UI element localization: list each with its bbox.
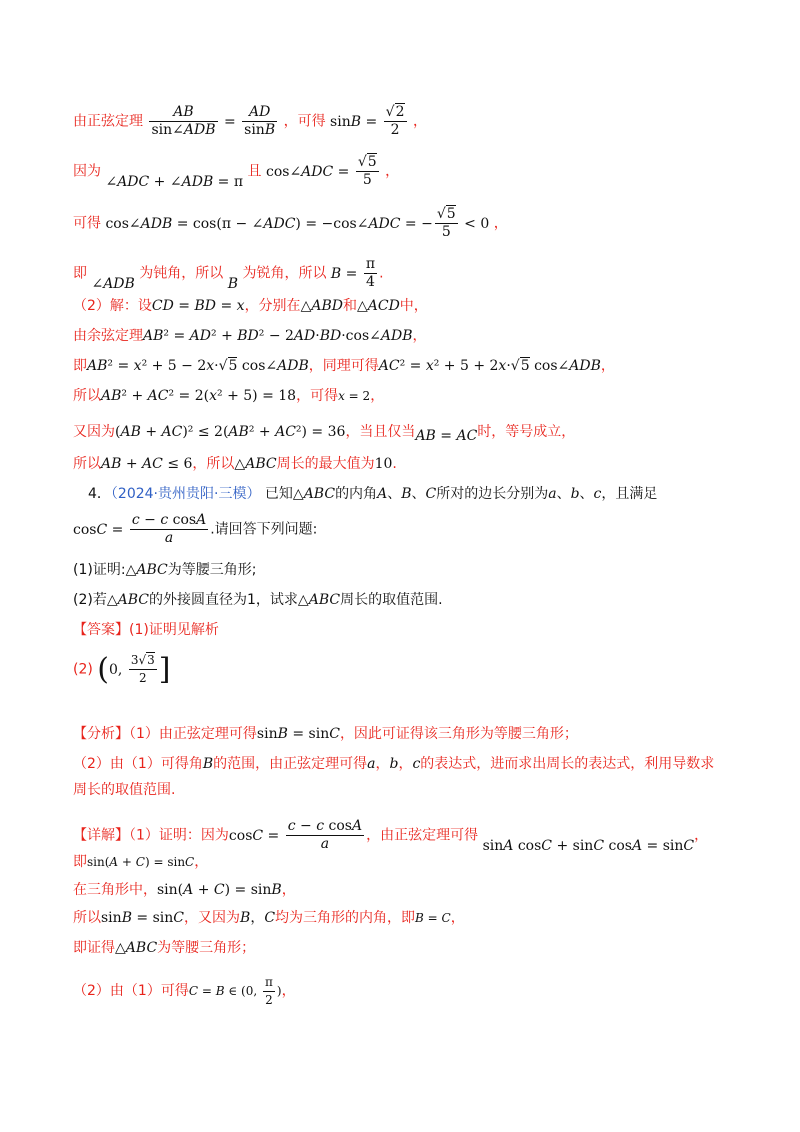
text: . bbox=[379, 265, 384, 282]
problem-source: （2024·贵州贵阳·三模） bbox=[110, 486, 261, 502]
text: 已知 bbox=[264, 486, 293, 502]
text: .请回答下列问题: bbox=[210, 521, 318, 538]
text: 为钝角，所以 bbox=[139, 265, 224, 282]
problem-4-q1 bbox=[73, 560, 256, 580]
formula-c: c bbox=[412, 756, 421, 772]
formula-AB2: AB² = AD² + BD² − 2AD·BD·cos∠ADB bbox=[143, 328, 413, 344]
text: 由正弦定理 bbox=[73, 113, 143, 130]
text: 所以 bbox=[73, 456, 101, 472]
formula-angle-sum: ∠ADC + ∠ADB = π bbox=[105, 173, 244, 190]
line-obtuse bbox=[73, 256, 384, 291]
text: ， bbox=[385, 163, 400, 180]
text: . bbox=[392, 456, 397, 472]
line-cosine-law bbox=[73, 326, 427, 346]
text: (2)若 bbox=[73, 592, 107, 608]
text: 即证得 bbox=[73, 940, 115, 956]
formula-triangle: △ABC bbox=[115, 940, 158, 956]
text: ， bbox=[194, 854, 209, 870]
text: ， bbox=[493, 215, 508, 232]
text: ， bbox=[600, 358, 615, 374]
text: 即 bbox=[73, 854, 87, 870]
line-max-perimeter bbox=[73, 454, 397, 474]
text: 由余弦定理 bbox=[73, 328, 143, 344]
detail-line-3 bbox=[73, 880, 296, 900]
formula-triangle: △ABC bbox=[125, 562, 168, 578]
text: ，所以 bbox=[192, 456, 235, 472]
detail-line-5 bbox=[73, 938, 255, 958]
text: (1)证明: bbox=[73, 562, 126, 578]
formula-range: (0, $\frac{3√3}{2}$ ] bbox=[97, 651, 171, 687]
text: ，由正弦定理可得 bbox=[366, 827, 479, 844]
answer-label: 【答案】 bbox=[73, 622, 129, 638]
formula-B-eq-C: B = C bbox=[415, 911, 451, 925]
formula-AB2-x: AB² = x² + 5 − 2x·√5 cos∠ADB bbox=[87, 358, 309, 374]
text: 又因为 bbox=[73, 424, 115, 440]
text: ， bbox=[375, 756, 390, 772]
formula-sum-squares: AB² + AC² = 2(x² + 5) = 18 bbox=[101, 388, 297, 404]
formula-angleADB: ∠ADB bbox=[91, 275, 135, 292]
text: 所对的边长分别为 bbox=[436, 486, 549, 502]
formula-sine-identity: sinA cosC + sinC cosA = sinC bbox=[482, 837, 695, 854]
line-sine-law bbox=[73, 104, 427, 139]
formula-sides: a、b、c bbox=[548, 486, 602, 502]
formula-sinAC-B: sin(A + C) = sinB bbox=[157, 882, 282, 898]
detail-line-2 bbox=[73, 852, 208, 872]
formula-x2: x = 2 bbox=[338, 389, 371, 403]
formula-BC: B，C bbox=[240, 910, 276, 926]
text: (2) bbox=[73, 661, 93, 678]
text: 时，等号成立， bbox=[477, 424, 576, 440]
formula-sinB-sinC: sinB = sinC bbox=[256, 726, 340, 742]
line-because bbox=[73, 154, 399, 189]
text: 为等腰三角形; bbox=[167, 562, 257, 578]
text: 均为三角形的内角，即 bbox=[275, 910, 416, 926]
formula-10: 10 bbox=[374, 456, 393, 472]
formula-sinAC: sin(A + C) = sinC bbox=[87, 855, 195, 869]
formula-B: B bbox=[202, 756, 214, 772]
text: 所以 bbox=[73, 388, 101, 404]
formula-ABD: △ABD bbox=[300, 298, 343, 314]
line-inequality bbox=[73, 422, 575, 442]
line-cosADB bbox=[73, 206, 508, 241]
formula-cosADC: cos∠ADC = $\frac{√5}{5}$ bbox=[265, 154, 377, 188]
formula-sine-law: $\frac{AB}{\text{sin∠ADB}}$ = $\frac{AD}{\sin B}$ bbox=[151, 104, 276, 138]
text: ，可得 bbox=[296, 388, 339, 404]
formula-cosC: cosC = $\frac{\text{c − c cosA}}{a}$ bbox=[73, 512, 207, 546]
formula-AC2-x: AC² = x² + 5 + 2x·√5 cos∠ADB bbox=[378, 358, 601, 374]
text: （2）解：设 bbox=[73, 298, 152, 314]
problem-4-q2 bbox=[73, 590, 443, 610]
text: ， bbox=[370, 388, 385, 404]
text: 的表达式，进而求出周长的表达式，利用导数求 bbox=[420, 756, 715, 772]
analysis-line-1 bbox=[73, 724, 578, 744]
formula-triangle: △ABC bbox=[292, 486, 336, 502]
text: 可得 bbox=[73, 215, 101, 232]
problem-4-condition bbox=[73, 512, 317, 547]
text: ， bbox=[412, 113, 427, 130]
line-part2 bbox=[73, 296, 428, 316]
answer-line-1 bbox=[73, 620, 219, 640]
text: 的范围，由正弦定理可得 bbox=[213, 756, 368, 772]
formula-inequality: (AB + AC)² ≤ 2(AB² + AC²) = 36 bbox=[115, 424, 346, 440]
problem-number: 4． bbox=[88, 486, 111, 502]
formula-B-pi4: B = $\frac{\pi}{4}$ bbox=[330, 256, 376, 290]
analysis-line-2 bbox=[73, 754, 714, 774]
text: 为锐角，所以 bbox=[242, 265, 327, 282]
text: ，当且仅当 bbox=[345, 424, 416, 440]
text: ，分别在 bbox=[244, 298, 301, 314]
text: ，同理可得 bbox=[308, 358, 379, 374]
text: （1）证明：因为 bbox=[129, 827, 229, 844]
text: 周长的取值范围. bbox=[340, 592, 443, 608]
formula-angles: A、B、C bbox=[377, 486, 437, 502]
formula-B: B bbox=[227, 275, 239, 292]
formula-le6: AB + AC ≤ 6 bbox=[101, 456, 193, 472]
text: 所以 bbox=[73, 910, 101, 926]
detail-label: 【详解】 bbox=[73, 827, 129, 844]
formula-ACD: △ACD bbox=[356, 298, 400, 314]
line-sum-squares bbox=[73, 386, 384, 406]
formula-triangle: △ABC bbox=[106, 592, 149, 608]
text: 即 bbox=[73, 358, 87, 374]
text: 在三角形中， bbox=[73, 882, 157, 898]
text: 因为 bbox=[73, 163, 101, 180]
formula-sinB-sinC: sinB = sinC bbox=[101, 910, 185, 926]
detail-line-1 bbox=[73, 818, 708, 853]
text: ， bbox=[281, 882, 296, 898]
text: ，且满足 bbox=[601, 486, 658, 502]
problem-4-stem bbox=[88, 484, 657, 504]
text: 即 bbox=[73, 265, 87, 282]
text: ， bbox=[450, 910, 465, 926]
text: 周长的最大值为 bbox=[276, 456, 375, 472]
formula-CD: CD = BD = x bbox=[151, 298, 245, 314]
formula-b: b bbox=[389, 756, 399, 772]
text: 的内角 bbox=[335, 486, 378, 502]
formula-sinB: sinB = $\frac{√2}{2}$ bbox=[330, 104, 405, 138]
text: ， bbox=[694, 827, 709, 844]
text: ，因此可证得该三角形为等腰三角形； bbox=[339, 726, 578, 742]
text: 的外接圆直径为1，试求 bbox=[149, 592, 298, 608]
text: ， bbox=[281, 983, 296, 999]
formula-a: a bbox=[367, 756, 376, 772]
detail-line-6 bbox=[73, 974, 296, 1009]
text: ， bbox=[412, 328, 427, 344]
formula-C-range: C = B ∈ (0, $\frac{\pi}{2}$ ) bbox=[188, 975, 282, 1007]
text: （2）由（1）可得角 bbox=[73, 756, 203, 772]
formula-cosC: cosC = $\frac{\text{c − c cosA}}{a}$ bbox=[228, 818, 363, 852]
text: ，可得 bbox=[283, 113, 326, 130]
formula-triangle-ABC: △ABC bbox=[234, 456, 277, 472]
text: ， bbox=[398, 756, 413, 772]
text: 且 bbox=[247, 163, 262, 180]
line-AB2-AC2 bbox=[73, 356, 615, 376]
text: 和 bbox=[342, 298, 357, 314]
text: （2）由（1）可得 bbox=[73, 983, 189, 999]
analysis-line-3 bbox=[73, 780, 175, 800]
text: （1）由正弦定理可得 bbox=[129, 726, 257, 742]
answer-line-2 bbox=[73, 652, 170, 687]
text: 为等腰三角形； bbox=[157, 940, 256, 956]
text: ，又因为 bbox=[184, 910, 241, 926]
text: 中， bbox=[399, 298, 428, 314]
text: (1)证明见解析 bbox=[129, 622, 219, 638]
text: 周长的取值范围. bbox=[73, 782, 176, 798]
detail-line-4 bbox=[73, 908, 465, 928]
formula-triangle: △ABC bbox=[297, 592, 341, 608]
analysis-label: 【分析】 bbox=[73, 726, 129, 742]
formula-cosADB: cos∠ADB = cos(π − ∠ADC) = −cos∠ADC = − $\frac{√5}{5}$ < 0 bbox=[105, 206, 490, 240]
formula-AB-eq-AC: AB = AC bbox=[415, 428, 478, 444]
